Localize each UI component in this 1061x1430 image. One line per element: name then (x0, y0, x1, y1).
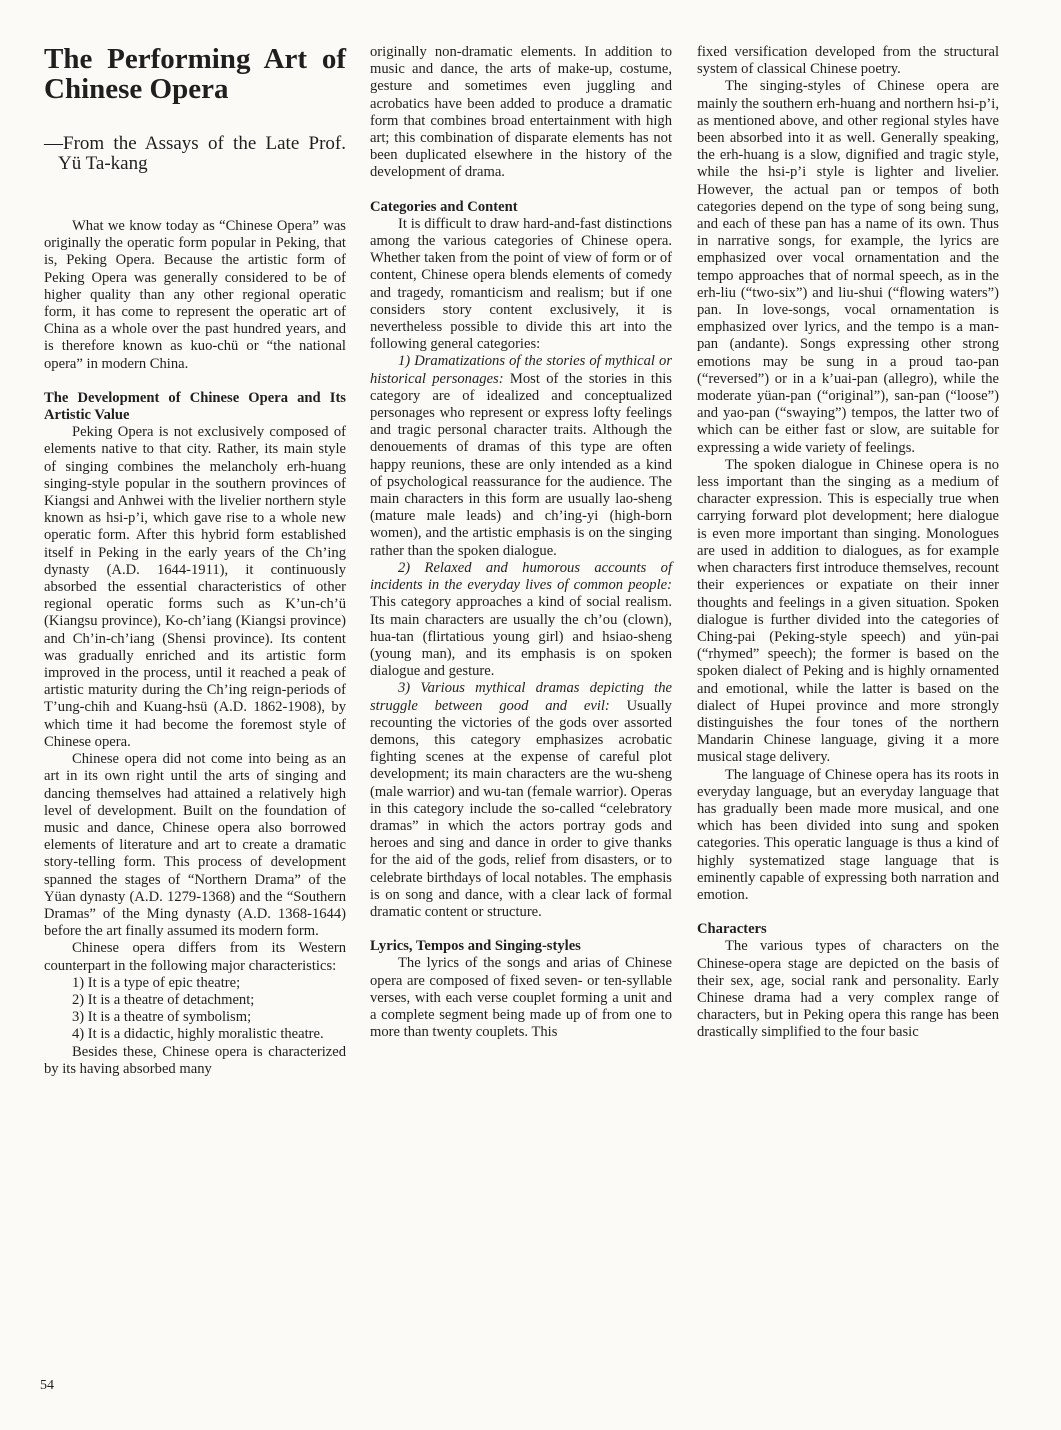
category-2-text: This category approaches a kind of social realism. Its main characters are usually the ch’ou (clown), hua-tan (flirtatious young girl) and hsiao-sheng (young man), and its emphasis is on spoken dialogue and gesture. (370, 594, 672, 680)
article-title: The Performing Art of Chinese Opera (44, 43, 346, 105)
subtitle-text: From the Assays of the Late Prof. Yü Ta-kang (58, 133, 346, 174)
intro-paragraph: What we know today as “Chinese Opera” was originally the operatic form popular in Peking, that is, Peking Opera. Because the artistic form of Peking Opera was generally considered to be of higher quality than any other regional operatic form, it has come to represent the operatic art of China as a whole over the past hundred years, and is therefore known as kuo-chü or “the national opera” in modern China. (44, 218, 346, 372)
paragraph: It is difficult to draw hard-and-fast distinctions among the various categories of Chinese opera. Whether taken from the point of view of form or of content, Chinese opera blends elements of comedy and tragedy, romanticism and realism; but if one considers story content exclusively, it is nevertheless possible to divide this art into the following general categories: (370, 215, 672, 353)
category-2 (370, 560, 672, 680)
category-3-title: 3) Various mythical dramas depicting the struggle between good and evil: (370, 680, 672, 714)
paragraph: Chinese opera did not come into being as an art in its own right until the arts of singing and dancing themselves had attained a relatively high level of development. Built on the foundation of music and dance, Chinese opera also borrowed elements of literature and art to create a dramatic story-telling form. This process of development spanned the stages of “Northern Drama” of the Yüan dynasty (A.D. 1279-1368) and the “Southern Dramas” of the Ming dynasty (A.D. 1368-1644) before the art finally assumed its modern form. (44, 751, 346, 940)
column-3 (697, 44, 999, 1042)
page-number: 54 (40, 1378, 54, 1393)
section-heading-categories: Categories and Content (370, 198, 518, 215)
section-heading-lyrics: Lyrics, Tempos and Singing-styles (370, 938, 581, 955)
paragraph: The singing-styles of Chinese opera are mainly the southern erh-huang and northern hsi-p’i, as mentioned above, and other regional styles have been absorbed into it as well. Generally speaking, the erh-huang is a slow, dignified and tragic style, while the hsi-p’i style is lighter and livelier. However, the actual pan or tempos of both categories depend on the type of song being sung, and each of these pan has a name of its own. Thus in narrative songs, for example, the lyrics are emphasized over vocal ornamentation and the tempo approaches that of normal speech, as in the erh-liu (“two-six”) and liu-shui (“flowing waters”) pan. In love-songs, vocal ornamentation is emphasized over lyrics, and the tempo is a man-pan (andante). Songs expressing other strong emotions may be sung in a proud tao-pan (“reversed”) or in a k’uai-pan (allegro), while the moderate yüan-pan (“original”), san-pan (“loose”) and yao-pan (“swaying”) tempos, the latter two of which can be either fast or slow, are suitable for expressing a wide variety of feelings. (697, 78, 999, 456)
category-3-text: Usually recounting the victories of the gods over assorted demons, this category emphasizes acrobatic fighting scenes at the expense of careful plot development; its main characters are the wu-sheng (male warrior) and wu-tan (female warrior). Operas in this category include the so-called “celebratory dramas” in which the actors portray gods and heroes and sing and dance in order to give thanks for the aid of the gods, relief from disasters, or to celebrate birthdays of local notables. The emphasis is on song and dance, with a clear lack of formal dramatic content or structure. (370, 697, 672, 920)
characteristics-list (44, 975, 346, 1044)
paragraph: The lyrics of the songs and arias of Chinese opera are composed of fixed seven- or ten-syllable verses, with each verse couplet forming a unit and a complete segment being made up of from one to more than twenty couplets. This (370, 955, 672, 1041)
paragraph: Chinese opera differs from its Western counterpart in the following major characteristics: (44, 940, 346, 974)
column-1 (44, 44, 346, 1078)
section-heading-characters: Characters (697, 921, 767, 938)
category-1-text: Most of the stories in this category are of idealized and conceptualized personages who represent or express lofty feelings and tragic personal character traits. Although the denouements of dramas of this type are often happy reunions, these are only intended as a kind of psychological reassurance for the audience. The main characters in this form are usually lao-sheng (mature male leads) and ch’ing-yi (high-born women), and the artistic emphasis is on the singing rather than the spoken dialogue. (370, 370, 672, 559)
category-1-title: 1) Dramatizations of the stories of mythical or historical personages: (370, 353, 672, 387)
section-heading-development: The Development of Chinese Opera and Its Artistic Value (44, 389, 346, 424)
list-item: 2) It is a theatre of detachment; (72, 991, 255, 1008)
paragraph: Besides these, Chinese opera is characterized by its having absorbed many (44, 1043, 346, 1077)
paragraph: The language of Chinese opera has its roots in everyday language, but an everyday language that has gradually been made more musical, and one which has been divided into sung and spoken categories. This operatic language is thus a kind of highly systematized stage language that is eminently capable of expressing both narration and emotion. (697, 766, 999, 903)
subtitle-dash: — (44, 133, 63, 154)
column-2 (370, 44, 672, 1041)
article-subtitle (44, 134, 346, 174)
category-1 (370, 353, 672, 559)
list-item: 1) It is a type of epic theatre; (72, 974, 241, 991)
category-2-title: 2) Relaxed and humorous accounts of incidents in the everyday lives of common people: (370, 559, 672, 594)
list-item: 3) It is a theatre of symbolism; (72, 1009, 252, 1026)
paragraph: The spoken dialogue in Chinese opera is no less important than the singing as a medium of character expression. This is especially true when carrying forward plot development; here dialogue is even more important than singing. Monologues are used in addition to dialogues, as for example when characters first introduce themselves, recount their experiences or expatiate on their inner thoughts and feelings in a given situation. Spoken dialogue is further divided into the categories of Ching-pai (Peking-style speech) and yün-pai (“rhymed” speech); the former is based on the spoken dialect of Peking and is highly ornamented and emotional, while the latter is based on the dialect of Hupei province and more strongly distinguishes the four tones of the northern Mandarin Chinese language, giving it a more musical stage delivery. (697, 456, 999, 766)
category-3 (370, 680, 672, 921)
list-item: 4) It is a didactic, highly moralistic theatre. (72, 1026, 324, 1043)
paragraph: The various types of characters on the Chinese-opera stage are depicted on the basis of their sex, age, social rank and personality. Early Chinese drama had a very complex range of characters, but in Peking opera this range has been drastically simplified to the four basic (697, 938, 999, 1041)
paragraph: fixed versification developed from the structural system of classical Chinese poetry. (697, 44, 999, 78)
paragraph: originally non-dramatic elements. In addition to music and dance, the arts of make-up, costume, gesture and sometimes even juggling and acrobatics have been added to produce a dramatic form that combines broad entertainment with high art; this combination of disparate elements has not been duplicated elsewhere in the history of the development of drama. (370, 44, 672, 181)
paragraph: Peking Opera is not exclusively composed of elements native to that city. Rather, its main style of singing combines the melancholy erh-huang singing-style popular in the southern provinces of Kiangsi and Anhwei with the livelier northern style known as hsi-p’i, which gave rise to a whole new operatic form. After this hybrid form established itself in Peking in the early years of the Ch’ing dynasty (A.D. 1644-1911), it continuously absorbed the essential characteristics of other regional operatic forms such as K’un-ch’ü (Kiangsu province), Ko-ch’iang (Kiangsi province) and Ch’in-ch’iang (Shensi province). Its content was gradually enriched and its artistic form improved in the process, until it reached a peak of artistic maturity during the Ch’ing reign-periods of T’ung-chih and Kuang-hsü (A.D. 1862-1908), by which time it had become the foremost style of Chinese opera. (44, 424, 346, 750)
